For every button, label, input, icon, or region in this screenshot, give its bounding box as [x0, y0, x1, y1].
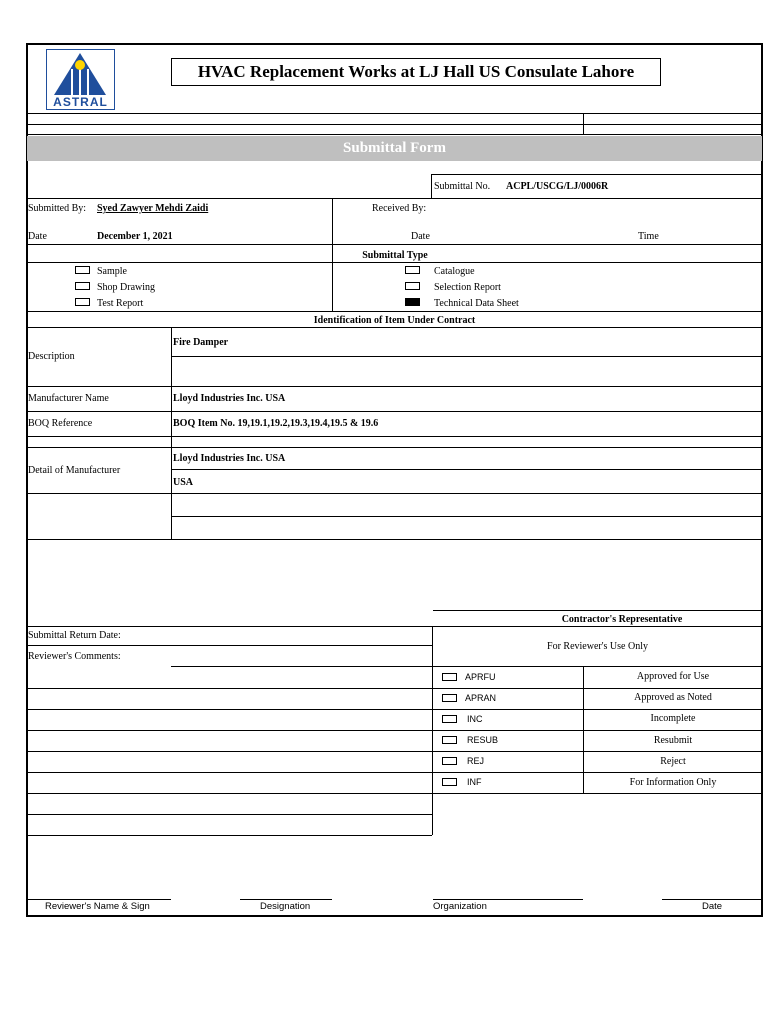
catalogue-label: Catalogue [434, 266, 475, 277]
submittal-return-date-label: Submittal Return Date: [28, 630, 121, 641]
inf-code: INF [467, 777, 482, 787]
resub-meaning: Resubmit [653, 735, 693, 746]
astral-logo [46, 49, 115, 110]
inc-checkbox[interactable] [442, 715, 457, 723]
detail-line1: Lloyd Industries Inc. USA [173, 453, 286, 464]
received-date-label: Date [411, 231, 430, 242]
submittal-type-heading: Submittal Type [362, 250, 428, 261]
reviewers-comments-label: Reviewer's Comments: [28, 651, 121, 662]
detail-of-manufacturer-label: Detail of Manufacturer [28, 465, 121, 476]
manufacturer-label: Manufacturer Name [28, 393, 109, 404]
submittal-no-label: Submittal No. [434, 181, 491, 192]
document-title: HVAC Replacement Works at LJ Hall US Consulate Lahore [171, 58, 661, 86]
aprfu-code: APRFU [465, 672, 496, 682]
date-label: Date [28, 231, 47, 242]
sample-checkbox[interactable] [75, 266, 90, 274]
rej-checkbox[interactable] [442, 757, 457, 765]
submitted-by-label: Submitted By: [28, 203, 87, 214]
selection-report-label: Selection Report [434, 282, 501, 293]
test-report-label: Test Report [97, 298, 144, 309]
organization-label: Organization [433, 901, 487, 912]
logo-text: ASTRAL [53, 95, 108, 109]
selection-report-checkbox[interactable] [405, 282, 420, 290]
resub-checkbox[interactable] [442, 736, 457, 744]
aprfu-meaning: Approved for Use [636, 671, 710, 682]
resub-code: RESUB [467, 735, 499, 745]
test-report-checkbox[interactable] [75, 298, 90, 306]
boq-value: BOQ Item No. 19,19.1,19.2,19.3,19.4,19.5 & 19.6 [173, 418, 379, 429]
submitted-by-value: Syed Zawyer Mehdi Zaidi [97, 203, 209, 214]
rej-code: REJ [467, 756, 485, 766]
submittal-no-value: ACPL/USCG/LJ/0006R [506, 181, 609, 192]
inc-code: INC [467, 714, 483, 724]
sample-label: Sample [97, 266, 127, 277]
technical-data-sheet-label: Technical Data Sheet [434, 298, 519, 309]
contractor-representative: Contractor's Representative [561, 614, 683, 625]
inf-checkbox[interactable] [442, 778, 457, 786]
date-value: December 1, 2021 [97, 231, 173, 242]
designation-label: Designation [260, 901, 311, 912]
reviewer-use-only: For Reviewer's Use Only [547, 641, 648, 652]
signature-date-label: Date [702, 901, 723, 912]
inf-meaning: For Information Only [629, 777, 717, 788]
identification-heading: Identification of Item Under Contract [313, 315, 476, 326]
technical-data-sheet-checkbox[interactable] [405, 298, 420, 306]
apran-code: APRAN [465, 693, 497, 703]
shop-drawing-checkbox[interactable] [75, 282, 90, 290]
detail-line2: USA [173, 477, 194, 488]
apran-meaning: Approved as Noted [634, 692, 712, 703]
reviewer-name-sign-label: Reviewer's Name & Sign [45, 901, 150, 912]
received-by-label: Received By: [372, 203, 427, 214]
manufacturer-value: Lloyd Industries Inc. USA [173, 393, 286, 404]
description-label: Description [28, 351, 75, 362]
form-title-banner: Submittal Form [27, 136, 762, 161]
catalogue-checkbox[interactable] [405, 266, 420, 274]
apran-checkbox[interactable] [442, 694, 457, 702]
boq-label: BOQ Reference [28, 418, 93, 429]
shop-drawing-label: Shop Drawing [97, 282, 156, 293]
aprfu-checkbox[interactable] [442, 673, 457, 681]
time-label: Time [638, 231, 659, 242]
description-value: Fire Damper [173, 337, 229, 348]
inc-meaning: Incomplete [650, 713, 696, 724]
rej-meaning: Reject [660, 756, 686, 767]
